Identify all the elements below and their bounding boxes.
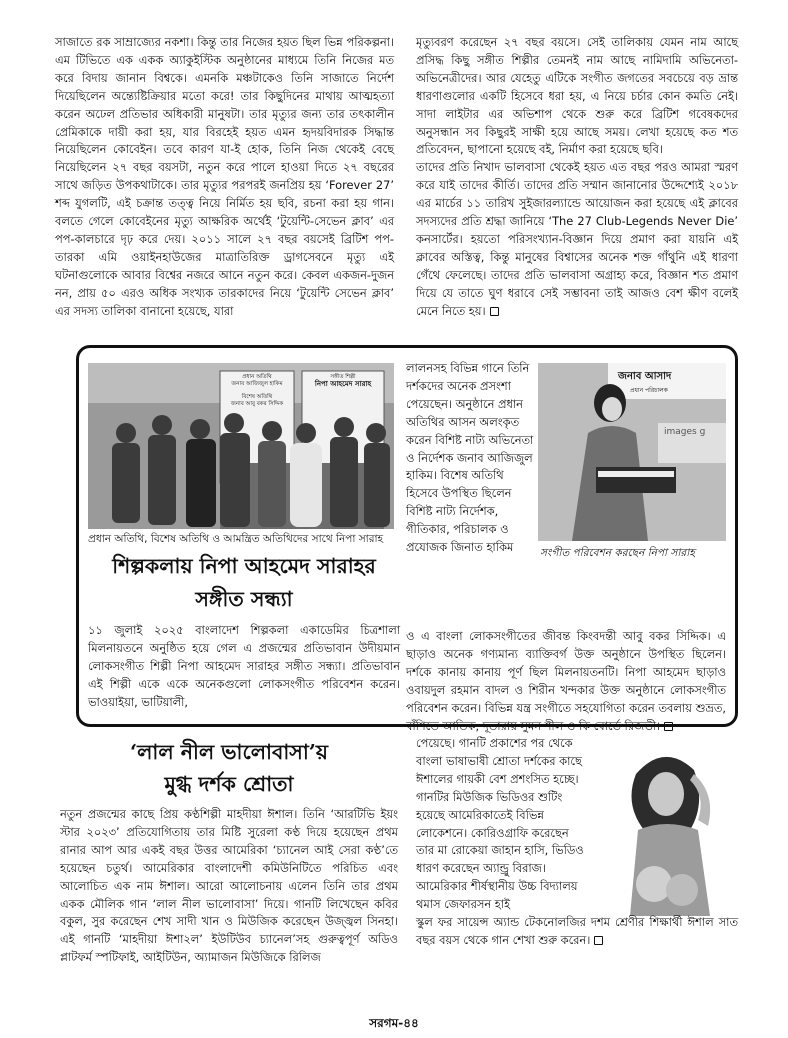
singer-banner-text: জনাব আসাদ: [618, 371, 672, 382]
eshal-left-column: [60, 806, 398, 1004]
top-left-column: [55, 34, 394, 336]
eshal-narrow-column: [416, 735, 588, 915]
concert-narrow-text: লালনসহ বিভিন্ন গানে তিনি দর্শকদের অনেক প্রসংশা পেয়েছেন। অনুষ্ঠানে প্রধান অতিথির আসন অলংকৃত করেন বিশিষ্ট নাট্য অভিনেতা ও নির্দেশক জনাব আজিজুল হাকিম। বিশেষ অতিথি হিসেবে উপস্থিত ছিলেন বিশিষ্ট নাট্য নির্দেশক, গীতিকার, পরিচালক ও প্রযোজক জিনাত হাকিম: [406, 361, 534, 555]
top-right-text-1: মৃত্যুবরণ করেছেন ২৭ বছর বয়সে। সেই তালিকায় যেমন নাম আছে প্রসিদ্ধ কিছু সঙ্গীত শিল্পীর তেমনই নাম আছে নামিদামি অভিনেতা-অভিনেত্রীদের। আর যেহেতু এটিকে সংগীত জগতের সবচেয়ে বড় ভ্রান্ত ধারণাগুলোর একটি হিসেবে ধরা হয়, এ নিয়ে চর্চার কোন কমতি নেই। সাদা লাইটার এর অভিশাপ থেকে শুরু করে ব্রিটিশ গবেষকদের অনুসন্ধান সব কিছুরই সাক্ষী হয়ে আছে সময়। লেখা হয়েছে কত শত প্রতিবেদন, ছাপানো হয়েছে বই, নির্মাণ করা হয়েছে ছবি।: [416, 35, 738, 157]
eshal-photo-image: [594, 734, 742, 916]
singer-photo-caption: সংগীত পরিবেশন করছেন নিপা সারাহ: [540, 547, 695, 559]
eshal-left-text: নতুন প্রজন্মের কাছে প্রিয় কণ্ঠশিল্পী মাহদীয়া ঈশাল। তিনি ‘আরটিভি ইয়ং স্টার ২০২৩’ প্রতিযোগিতায় তার মিষ্টি সুরেলা কণ্ঠ দিয়ে হয়েছেন প্রথম রানার আপ আর একই বছর উত্তর আমেরিকা ‘চ্যানেল আই সেরা কণ্ঠ’তে হয়েছেন চতুর্থ। আমেরিকার বাংলাদেশী কমিউনিটিতে পরিচিত এবং আলোচিত এক নাম ঈশাল। আরো আলোচনায় এলেন তিনি তার প্রথম একক মৌলিক গান ‘লাল নীল ভালোবাসা’ দিয়ে। গানটি লিখেছেন কবির বকুল, সুর করেছেন শেখ সাদী খান ও মিউজিক করেছেন উজ্জ্বল সিনহা। এই গানটি ‘মাহদীয়া ঈশা২ল’ ইউটিউব চ্যানেল’সহ গুরুত্বপূর্ণ অডিও প্লাটফর্ম স্পটিফাই, আইটিউন, অ্যামাজন মিউজিকে রিলিজ: [60, 807, 398, 965]
concert-narrow-column: [406, 360, 536, 628]
top-left-text: সাজাতে রক সাম্রাজ্যের নকশা। কিন্তু তার নিজের হয়ত ছিল ভিন্ন পরিকল্পনা। এম টিভিতে এক একক অ্যাকুইস্টিক অনুষ্ঠানের মাধ্যমে তিনি নিজের মত করে বিদায় জানান বিশ্বকে। এমনকি মঞ্চটাকেও তিনি সাজাতে নির্দেশ দিয়েছিলেন অন্ত্যেষ্টিক্রিয়ার মতো করে! তার কিছুদিনের মাথায় আত্মহত্যা করেন অঢেল প্রতিভার অধিকারী মানুষটা। তার মৃত্যুর জন্য তার তৎকালীন প্রেমিকাকে দায়ী করা হয়, যার বিরহেই হয়ত এমন হৃদয়বিদারক সিদ্ধান্ত নিয়েছিলেন কোবেইন। তবে কারণ যা-ই হোক, তিনি নিজ থেকেই বেছে নিয়েছিলেন ২৭ বছর বয়সটা, নতুন করে পালে হাওয়া দিতে ২৭ বছরের সাথে জড়িত উপকথাটাকে। তার মৃত্যুর পরপরই জনপ্রিয় হয় ‘Forever 27’ শব্দ যুগলটি, এই চক্রান্ত তত্ত্ব নিয়ে নির্মিত হয় ছবি, রচনা করা হয় গান। বলতে গেলে কোবেইনের মৃত্যু আক্ষরিক অর্থেই ‘টুয়েন্টি-সেভেন ক্লাব’ এর পপ-কালচারে দৃঢ় করে দেয়। ২০১১ সালে ২৭ বছর বয়সেই ব্রিটিশ পপ-তারকা এমি ওয়াইনহাউজের মাত্রাতিরিক্ত ড্রাগসেবনে মৃত্যু এই ঘটনাগুলোকে আবার বিশ্বের নজরে আনে নতুন করে। কেবল একজন-দুজন নন, প্রায় ৫০ এরও অধিক সংখ্যক তারকাদের নিয়ে ‘টুয়েন্টি সেভেন ক্লাব’ এর সদস্য তালিকা বানানো হয়েছে, যারা: [55, 35, 394, 318]
concert-headline-line2: সঙ্গীত সন্ধ্যা: [195, 587, 293, 611]
eshal-tail-text: স্কুল ফর সায়েন্স অ্যান্ড টেকনোলজির দশম শ্রেণীর শিক্ষার্থী ঈশাল সাত বছর বয়স থেকে গান শেখা শুরু করেন।: [416, 915, 738, 947]
concert-body-right: [406, 628, 726, 733]
banner-guest-name: জনাব আবু বকর সিদ্দিক: [230, 401, 284, 407]
group-photo: [88, 363, 394, 529]
eshal-headline-line2: মুগ্ধ দর্শক শ্রোতা: [164, 772, 294, 796]
concert-headline: [88, 550, 400, 616]
eshal-tail: [416, 914, 738, 954]
concert-headline-line1: শিল্পকলায় নিপা আহমেদ সারাহর: [112, 554, 376, 578]
concert-body-left: [88, 622, 400, 714]
concert-body-right-text: ও এ বাংলা লোকসংগীতের জীবন্ত কিংবদন্তী আবু বকর সিদ্দিক। এ ছাড়াও অনেক গণ্যমান্য ব্যাক্তিবর্গ উক্ত অনুষ্ঠানে উপস্থিত ছিলেন। দর্শকে কানায় কানায় পূর্ণ ছিল মিলনায়তনটি। নিপা আহমেদ ছাড়াও ওবায়দুল রহমান বাদল ও শিরীন খন্দকার উক্ত অনুষ্ঠানে লোকসংগীত পরিবেশন করেন। বিভিন্ন যন্ত্র সংগীতে সহযোগিতা করেন তবলায় শুভ্রত, বাঁশিতে আতিক, দূতারায় সুমন শীল ও কি বোর্ডে রিজভী।: [406, 629, 726, 733]
end-mark-icon: [664, 722, 673, 731]
banner-artist-name: নিপা আহমেদ সারাহ: [314, 380, 372, 388]
singer-banner-sub: প্রধান পরিচালক: [630, 387, 668, 394]
top-right-column: [416, 34, 738, 338]
banner-guest: বিশেষ অতিথি: [241, 394, 273, 400]
group-photo-caption: প্রধান অতিথি, বিশেষ অতিথি ও আমন্ত্রিত অতিথিদের সাথে নিপা সারাহ: [88, 533, 384, 545]
concert-body-left-text: ১১ জুলাই ২০২৫ বাংলাদেশ শিল্পকলা একাডেমির চিত্রশালা মিলনায়তনে অনুষ্ঠিত হয়ে গেল এ প্রজন্মের প্রতিভাবান উদীয়মান লোকসংগীত শিল্পী নিপা আহমেদ সারাহর সঙ্গীত সন্ধ্যা। প্রতিভাবান এই শিল্পী একে একে অনেকগুলো লোকসংগীত পরিবেশন করেন। ভাওয়াইয়া, ভাটিয়ালী,: [88, 623, 400, 709]
top-right-text-2: তাদের প্রতি নিখাদ ভালবাসা থেকেই হয়ত এত বছর পরও আমরা স্মরণ করে যাই তাদের কীর্তি। তাদের প্রতি সম্মান জানানোর উদ্দেশ্যেই ২০১৮ এর মার্চের ১১ তারিখ সুইজারল্যান্ডে আয়োজন করা হয়েছে এই ক্লাবের সদস্যদের প্রতি শ্রদ্ধা জানিয়ে ‘The 27 Club-Legends Never Die’ কনসার্টের। হয়তো পরিসংখ্যান-বিজ্ঞান দিয়ে প্রমাণ করা যায়নি এই ক্লাবের অস্তিত্ব, কিন্তু মানুষের বিশ্বাসের অনেক শক্ত গাঁথুনি এই ধারণা গেঁথে ফেলেছে। তাদের প্রতি ভালবাসা অগ্রাহ্য করে, বিজ্ঞান শত প্রমাণ দিয়ে যে তাতে ঘুণ ধরাবে সেই সম্ভাবনা তাই আজও বেশ ক্ষীণ বলেই মেনে নিতে হয়।: [416, 160, 738, 318]
eshal-headline: [60, 736, 398, 800]
banner-artist: সঙ্গীত শিল্পী: [330, 374, 356, 380]
banner-title: প্রধান অতিথি: [242, 374, 272, 380]
singer-banner-side: images g: [664, 427, 706, 437]
singer-photo: [538, 363, 726, 541]
end-mark-icon: [490, 307, 499, 316]
eshal-narrow-text: পেয়েছে। গানটি প্রকাশের পর থেকে বাংলা ভাষাভাষী শ্রোতা দর্শকের কাছে ঈশালের গায়কী বেশ প্রশংসিত হচ্ছে। গানটির মিউজিক ভিডিওর শুটিং হয়েছে আমেরিকাতেই বিভিন্ন লোকেশনে। কোরিওগ্রাফি করেছেন তার মা রোকেয়া জাহান হাসি, ভিডিও ধারণ করেছেন অ্যান্ড্রু বিরাজ। আমেরিকার শীর্ষস্থানীয় উচ্চ বিদ্যালয় থমাস জেফারসন হাই: [416, 736, 584, 912]
eshal-photo: [594, 734, 742, 916]
eshal-headline-line1: ‘লাল নীল ভালোবাসা’য়: [129, 740, 328, 764]
banner-name: জনাব আজিজুল হাকিম: [231, 381, 283, 387]
end-mark-icon: [594, 936, 603, 945]
page-number: সরগম-৪৪: [369, 1016, 419, 1030]
